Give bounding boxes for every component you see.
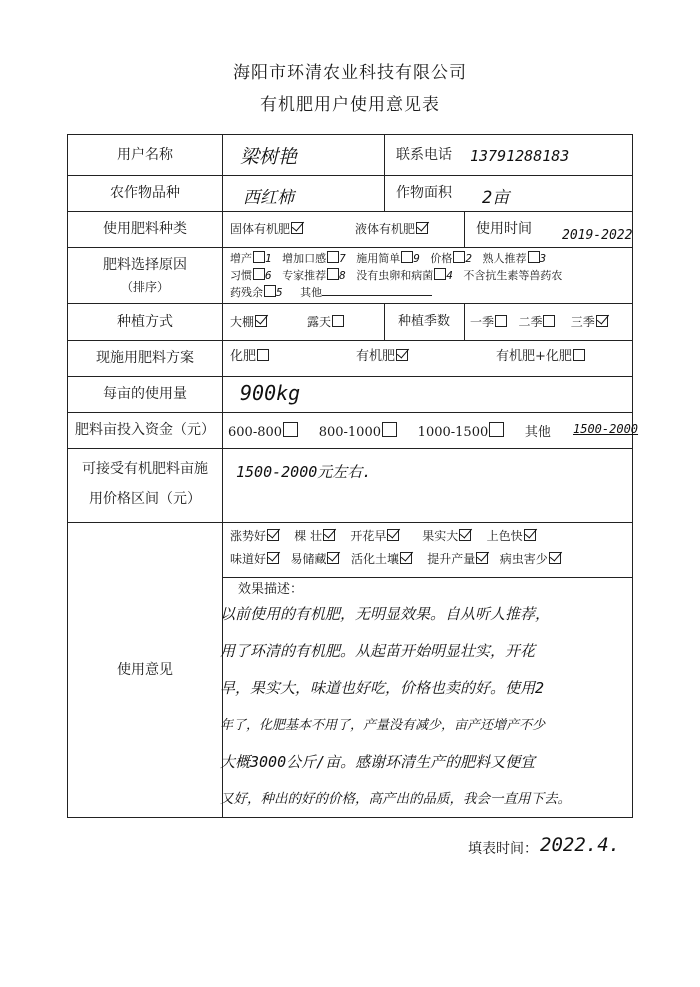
fill-date-label: 填表时间： bbox=[468, 841, 538, 857]
plan-mixed-checkbox[interactable] bbox=[573, 349, 585, 361]
solid-fertilizer-checkbox[interactable] bbox=[291, 222, 303, 234]
per-mu-amount-value: 900kg bbox=[240, 381, 301, 405]
price-range-value: 1500-2000元左右. bbox=[236, 463, 372, 481]
effect-line: 早，果实大，味道也好吃，价格也卖的好。使用2 bbox=[220, 679, 545, 697]
plan-organic-checkbox[interactable] bbox=[396, 349, 408, 361]
invest-600-800-label: 600-800 bbox=[228, 425, 283, 440]
season-2-checkbox[interactable] bbox=[543, 315, 555, 327]
fill-date-value: 2022.4. bbox=[540, 834, 621, 856]
greenhouse-checkbox[interactable] bbox=[255, 315, 267, 327]
area-value: 2亩 bbox=[482, 188, 510, 208]
fertilizer-type-label: 使用肥料种类 bbox=[103, 221, 187, 237]
price-range-label-2: 用价格区间（元） bbox=[89, 491, 201, 507]
plan-chemical-checkbox[interactable] bbox=[257, 349, 269, 361]
liquid-fertilizer-checkbox[interactable] bbox=[416, 222, 428, 234]
invest-1000-1500-label: 1000-1500 bbox=[417, 425, 489, 440]
opinion-checks-line-1: 涨势好 棵 壮 开花早 果实大 上色快 bbox=[230, 528, 536, 544]
effect-line: 又好，种出的好的价格，高产出的品质，我会一直用下去。 bbox=[220, 791, 571, 807]
effect-description bbox=[220, 596, 630, 818]
invest-other-value: 1500-2000 bbox=[573, 422, 639, 436]
company-name: 海阳市环清农业科技有限公司 bbox=[233, 63, 467, 83]
liquid-fertilizer-label: 液体有机肥 bbox=[355, 222, 416, 236]
reason-sublabel: （排序） bbox=[120, 280, 169, 294]
plan-organic-label: 有机肥 bbox=[356, 349, 396, 364]
user-name-value: 梁树艳 bbox=[240, 146, 298, 168]
open-field-label: 露天 bbox=[307, 315, 332, 329]
per-mu-amount-label: 每亩的使用量 bbox=[103, 386, 187, 402]
season-3-checkbox[interactable] bbox=[596, 315, 608, 327]
effect-line: 用了环清的有机肥。从起苗开始明显壮实，开花 bbox=[220, 642, 536, 660]
user-name-label: 用户名称 bbox=[117, 147, 173, 163]
crop-value: 西红柿 bbox=[243, 188, 294, 208]
reason-label: 肥料选择原因 bbox=[103, 257, 187, 273]
feedback-form bbox=[67, 134, 639, 818]
effect-line: 年了，化肥基本不用了，产量没有减少，亩产还增产不少 bbox=[220, 718, 546, 733]
crop-label: 农作物品种 bbox=[110, 185, 180, 201]
invest-600-800-checkbox[interactable] bbox=[283, 422, 298, 437]
plan-chemical-label: 化肥 bbox=[230, 349, 257, 364]
reason-line-1: 增产 1 增加口感 7 施用简单 9 价格 2 熟人推荐 3 bbox=[230, 252, 547, 265]
season-3-label: 三季 bbox=[570, 315, 595, 329]
phone-label: 联系电话 bbox=[396, 147, 452, 163]
invest-800-1000-checkbox[interactable] bbox=[382, 422, 397, 437]
price-range-label-1: 可接受有机肥料亩施 bbox=[82, 461, 208, 477]
opinion-label: 使用意见 bbox=[117, 661, 173, 678]
solid-fertilizer-label: 固体有机肥 bbox=[230, 222, 291, 236]
investment-label: 肥料亩投入资金（元） bbox=[75, 422, 215, 438]
current-plan-label: 现施用肥料方案 bbox=[96, 350, 194, 366]
reason-line-2: 习惯 6 专家推荐 8 没有虫卵和病菌 4 不含抗生素等兽药农 bbox=[230, 269, 563, 282]
opinion-checks-line-2: 味道好 易储藏 活化土壤 提升产量 病虫害少 bbox=[230, 551, 561, 567]
form-title: 有机肥用户使用意见表 bbox=[260, 95, 440, 115]
effect-label: 效果描述： bbox=[238, 582, 304, 597]
season-1-label: 一季 bbox=[470, 315, 495, 329]
plan-mixed-label: 有机肥+化肥 bbox=[496, 349, 572, 364]
season-1-checkbox[interactable] bbox=[495, 315, 507, 327]
invest-800-1000-label: 800-1000 bbox=[318, 425, 381, 440]
usage-time-value: 2019-2022 bbox=[562, 228, 633, 243]
effect-line: 以前使用的有机肥，无明显效果。自从听人推荐， bbox=[220, 605, 551, 623]
effect-line: 大概3000公斤/亩。感谢环清生产的肥料又便宜 bbox=[220, 753, 536, 771]
phone-value: 13791288183 bbox=[470, 147, 570, 165]
invest-1000-1500-checkbox[interactable] bbox=[489, 422, 504, 437]
reason-line-3: 药残余 5 其他 bbox=[230, 285, 432, 301]
planting-method-label: 种植方式 bbox=[117, 313, 173, 330]
invest-other-label: 其他 bbox=[524, 425, 551, 440]
open-field-checkbox[interactable] bbox=[332, 315, 344, 327]
season-count-label: 种植季数 bbox=[397, 313, 450, 329]
usage-time-label: 使用时间 bbox=[476, 221, 532, 237]
greenhouse-label: 大棚 bbox=[230, 315, 255, 329]
area-label: 作物面积 bbox=[396, 185, 452, 201]
season-2-label: 二季 bbox=[518, 315, 543, 329]
